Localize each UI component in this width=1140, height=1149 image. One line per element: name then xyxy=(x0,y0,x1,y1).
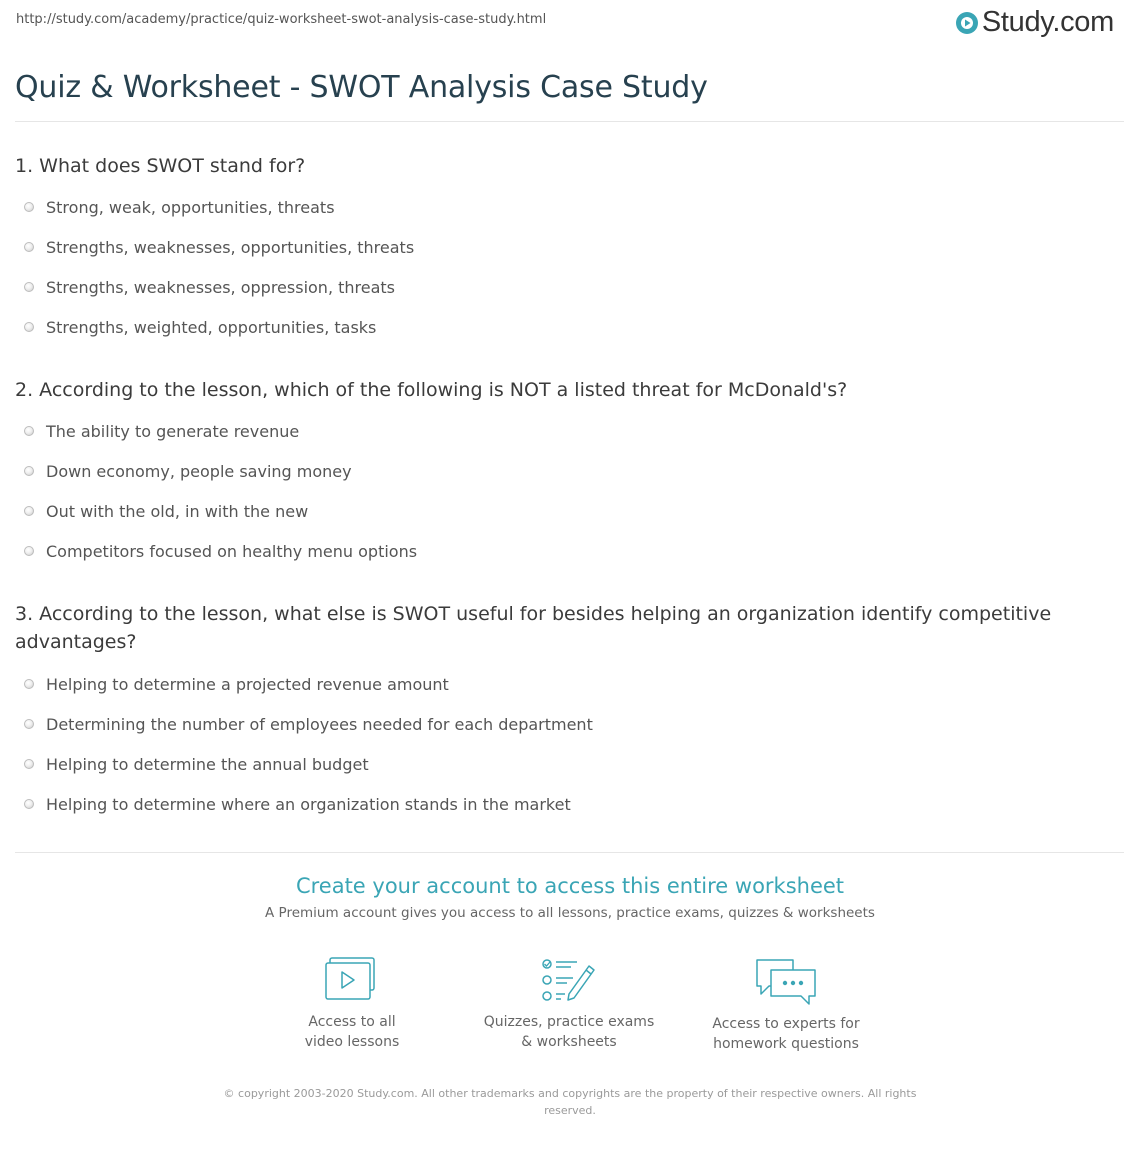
play-icon xyxy=(955,11,979,35)
feature-label-line2: & worksheets xyxy=(521,1034,617,1050)
answer-label: Strengths, weaknesses, oppression, threats xyxy=(46,277,396,297)
answer-option[interactable] xyxy=(15,704,1115,744)
feature-label-line2: video lessons xyxy=(304,1034,400,1050)
answer-label: Strong, weak, opportunities, threats xyxy=(46,197,335,217)
answer-option[interactable] xyxy=(15,411,1115,451)
feature-label-line2: homework questions xyxy=(713,1036,859,1052)
cta-title-link[interactable]: Create your account to access this entire worksheet xyxy=(295,874,845,898)
radio-button[interactable] xyxy=(24,679,34,689)
answer-option[interactable] xyxy=(15,491,1115,531)
radio-button[interactable] xyxy=(24,322,34,332)
answer-option[interactable] xyxy=(15,531,1115,571)
answer-label: Strengths, weaknesses, opportunities, threats xyxy=(46,237,415,257)
feature-label-line1: Quizzes, practice exams xyxy=(483,1014,655,1030)
radio-button[interactable] xyxy=(24,506,34,516)
answer-option[interactable] xyxy=(15,744,1115,784)
question-2 xyxy=(15,376,1115,571)
answer-option[interactable] xyxy=(15,307,1115,347)
question-text: 1. What does SWOT stand for? xyxy=(15,155,306,177)
feature-video-lessons xyxy=(242,956,462,1052)
study-logo[interactable] xyxy=(955,6,1114,39)
page-url: http://study.com/academy/practice/quiz-worksheet-swot-analysis-case-study.html xyxy=(16,12,547,27)
radio-button[interactable] xyxy=(24,759,34,769)
radio-button[interactable] xyxy=(24,282,34,292)
answer-label: Helping to determine a projected revenue amount xyxy=(46,674,449,694)
chat-bubbles-icon xyxy=(753,956,819,1006)
radio-button[interactable] xyxy=(24,466,34,476)
video-lesson-icon xyxy=(324,956,380,1004)
feature-label-line1: Access to all xyxy=(308,1014,396,1030)
feature-label-line1: Access to experts for xyxy=(712,1016,860,1032)
radio-button[interactable] xyxy=(24,242,34,252)
header-divider xyxy=(15,121,1124,122)
answer-label: Down economy, people saving money xyxy=(46,461,352,481)
answer-option[interactable] xyxy=(15,187,1115,227)
feature-quizzes xyxy=(459,956,679,1052)
question-text: 2. According to the lesson, which of the following is NOT a listed threat for McDonald's? xyxy=(15,379,848,401)
answer-label: Determining the number of employees needed for each department xyxy=(46,714,593,734)
answer-option[interactable] xyxy=(15,664,1115,704)
answer-label: Out with the old, in with the new xyxy=(46,501,309,521)
answer-label: Strengths, weighted, opportunities, tasks xyxy=(46,317,377,337)
answer-option[interactable] xyxy=(15,451,1115,491)
question-1 xyxy=(15,152,1115,347)
answer-label: The ability to generate revenue xyxy=(46,421,300,441)
answer-list xyxy=(15,664,1115,824)
answer-option[interactable] xyxy=(15,267,1115,307)
question-text: 3. According to the lesson, what else is SWOT useful for besides helping an organization identify competitive advantages? xyxy=(15,603,1052,653)
logo-text: Study.com xyxy=(981,6,1114,38)
answer-list xyxy=(15,411,1115,571)
answer-option[interactable] xyxy=(15,784,1115,824)
feature-experts xyxy=(676,956,896,1054)
cta-divider xyxy=(15,852,1124,853)
cta-subtitle: A Premium account gives you access to all lessons, practice exams, quizzes & worksheets xyxy=(265,905,875,921)
quiz-checklist-icon xyxy=(539,956,599,1004)
answer-label: Competitors focused on healthy menu options xyxy=(46,541,418,561)
page-title: Quiz & Worksheet - SWOT Analysis Case Study xyxy=(15,70,708,105)
radio-button[interactable] xyxy=(24,426,34,436)
question-3 xyxy=(15,600,1115,824)
answer-option[interactable] xyxy=(15,227,1115,267)
radio-button[interactable] xyxy=(24,202,34,212)
answer-list xyxy=(15,187,1115,347)
answer-label: Helping to determine where an organization stands in the market xyxy=(46,794,571,814)
radio-button[interactable] xyxy=(24,546,34,556)
answer-label: Helping to determine the annual budget xyxy=(46,754,369,774)
radio-button[interactable] xyxy=(24,799,34,809)
copyright-notice: © copyright 2003-2020 Study.com. All other trademarks and copyrights are the property of their respective owners. All rights reserved. xyxy=(223,1087,917,1117)
radio-button[interactable] xyxy=(24,719,34,729)
